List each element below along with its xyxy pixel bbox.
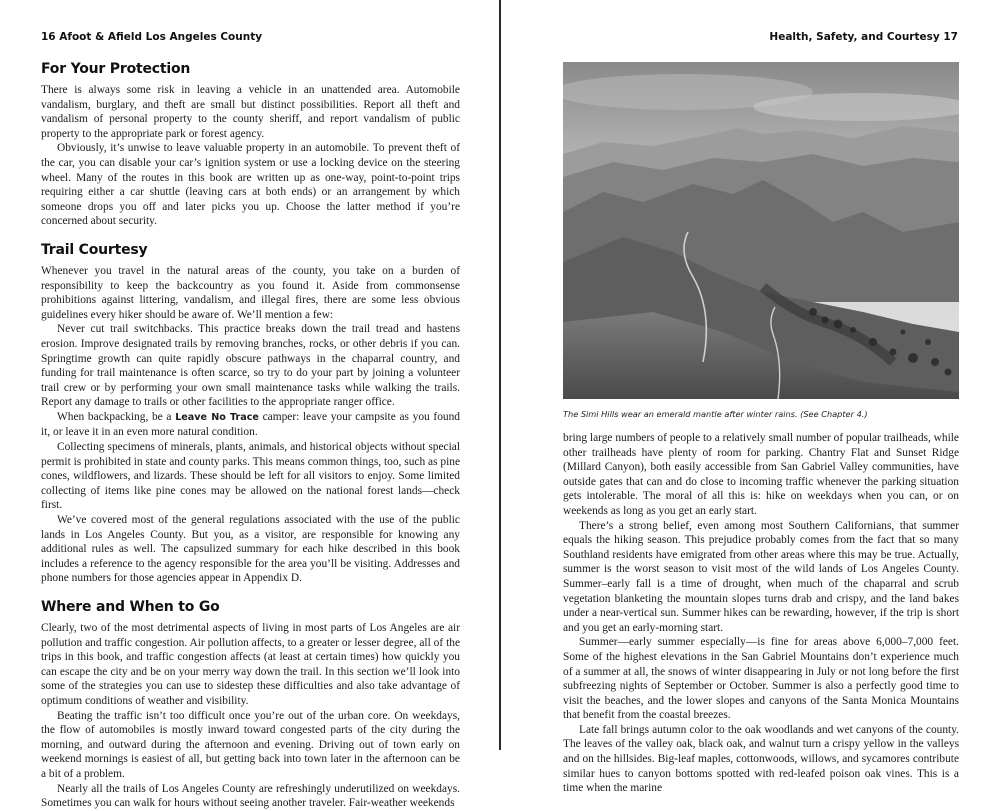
paragraph: bring large numbers of people to a relatively small number of popular trailheads, while other trailheads have plenty of room for parking. Chantry Flat and Sunset Ridge (Millard Canyon), both easily accessible from San Gabriel Valley communities, have outside gates that can and do close to incoming traffic whenever the parking situation gets intolerable. The moral of all this is: hike on weekdays when you can, or on weekends as long as you get an early start. xyxy=(563,432,959,517)
paragraph: Obviously, it’s unwise to leave valuable property in an automobile. To prevent theft of the car, you can disable your car’s ignition system or use a locking device on the steering wheel. Many of the routes in this book are written up as one-way, point-to-point trips requiring either a car shuttle (leaving cars at both ends) or an arrangement by which someone drops you off and later picks you up. Choose the latter method if you’re concerned about security. xyxy=(41,142,460,228)
paragraph: Nearly all the trails of Los Angeles County are refreshingly underutilized on weekdays. Sometimes you can walk for hours without seeing another traveler. Fair-weather weekends xyxy=(41,782,460,810)
paragraph: There’s a strong belief, even among most Southern Californians, that summer equals the hiking season. This prejudice probably comes from the fact that so many Southland residents have emigrated from other areas where this may be true. Actually, summer is the worst season to visit most of the wild lands of Los Angeles County. Summer–early fall is a time of drought, when much of the chaparral and scrub vegetation blanketing the mountain slopes turns drab and crispy, and the land bakes under a near-vertical sun. Summer hikes can be rewarding, however, if the trip is short and you get an early-morning start. xyxy=(563,519,959,634)
right-text-column xyxy=(563,431,959,796)
left-page xyxy=(0,0,499,810)
right-page xyxy=(501,0,1000,795)
paragraph: Beating the traffic isn’t too difficult once you’re out of the urban core. On weekdays, the flow of automobiles is mostly inward toward congested parts of the city during the morning, and outward during the afternoon and evening. Driving out of town early on weekend mornings is easiest of all, but getting back into town later in the afternoon can be a bit of a problem. xyxy=(41,709,460,780)
leave-no-trace-term: Leave No Trace xyxy=(175,411,259,423)
simi-hills-photo xyxy=(563,62,959,399)
left-running-head: 16 Afoot & Afield Los Angeles County xyxy=(41,31,263,43)
paragraph: There is always some risk in leaving a vehicle in an unattended area. Automobile vandalism, burglary, and theft are small but distinct possibilities. Report all theft and vandalism of personal property to the county sheriff, and report vandalism of public property to the appropriate park or forest agency. xyxy=(41,84,460,140)
paragraph: Summer—early summer especially—is fine for areas above 6,000–7,000 feet. Some of the highest elevations in the San Gabriel Mountains don’t experience much of a summer at all, the snows of winter disappearing in July or not long before the first subfreezing nights of September or October. Summer is also a perfectly good time to visit the beaches, and the lower slopes and canyons of the Santa Monica Mountains that benefit from the coastal breezes. xyxy=(563,636,959,722)
right-running-head: Health, Safety, and Courtesy 17 xyxy=(769,31,958,43)
text: camper: leave your campsite as you found it, or leave it in an even more natural condition. xyxy=(41,410,460,439)
heading-where-and-when-to-go: Where and When to Go xyxy=(41,599,220,615)
left-text-column xyxy=(41,60,460,811)
paragraph: Whenever you travel in the natural areas of the county, you take on a burden of responsibility to keep the backcountry as you found it. Aside from commonsense prohibitions against littering, vandalism, and illegal fires, there are some less obvious guidelines every hiker should be aware of. We’ll mention a few: xyxy=(41,264,460,321)
photo-caption: The Simi Hills wear an emerald mantle after winter rains. (See Chapter 4.) xyxy=(563,409,868,419)
paragraph: Collecting specimens of minerals, plants, animals, and historical objects without special permit is prohibited in state and county parks. This means common things, too, such as pine cones, wildflowers, and lizards. These should be left for all visitors to enjoy. Some limited collecting of items like pine cones may be allowed on the national forest lands—check first. xyxy=(41,441,460,512)
text: When backpacking, be a xyxy=(57,410,176,423)
paragraph: Late fall brings autumn color to the oak woodlands and wet canyons of the county. The leaves of the valley oak, black oak, and walnut turn a crispy yellow in the valleys and on the hillsides. Big-leaf maples, cottonwoods, willows, and sycamores contribute similar hues to canyon bottoms spotted with red-leafed poison oak vines. This is a time when the marine xyxy=(563,723,959,795)
landscape-image xyxy=(563,62,959,399)
paragraph-leave-no-trace xyxy=(41,410,460,440)
heading-for-your-protection: For Your Protection xyxy=(41,61,191,77)
paragraph: Never cut trail switchbacks. This practice breaks down the trail tread and hastens erosion. Improve designated trails by removing branches, rocks, or other debris if you can. Springtime growth can quite rapidly obscure pathways in the chaparral country, and funding for trail maintenance is often scarce, so try to do your part by joining a volunteer trail crew or by performing your own small maintenance tasks while walking the trails. Report any damage to trails or other facilities to the appropriate ranger office. xyxy=(41,323,460,409)
paragraph: We’ve covered most of the general regulations associated with the use of the public lands in Los Angeles County. But you, as a visitor, are responsible for knowing any additional rules as well. The capsulized summary for each hike described in this book includes a reference to the agency responsible for the area you’ll be visiting. Addresses and phone numbers for those agencies appear in Appendix D. xyxy=(41,514,460,585)
paragraph: Clearly, two of the most detrimental aspects of living in most parts of Los Angeles are air pollution and traffic congestion. Air pollution affects, to a greater or lesser degree, all of the trips in this book, and traffic congestion affects (at least at certain times) how quickly you can escape the city and be on your merry way down the trail. In this section we’ll look into some of the strategies you can use to sidestep these difficulties and also take advantage of optimum conditions of weather and visibility. xyxy=(41,622,460,707)
heading-trail-courtesy: Trail Courtesy xyxy=(41,241,148,258)
